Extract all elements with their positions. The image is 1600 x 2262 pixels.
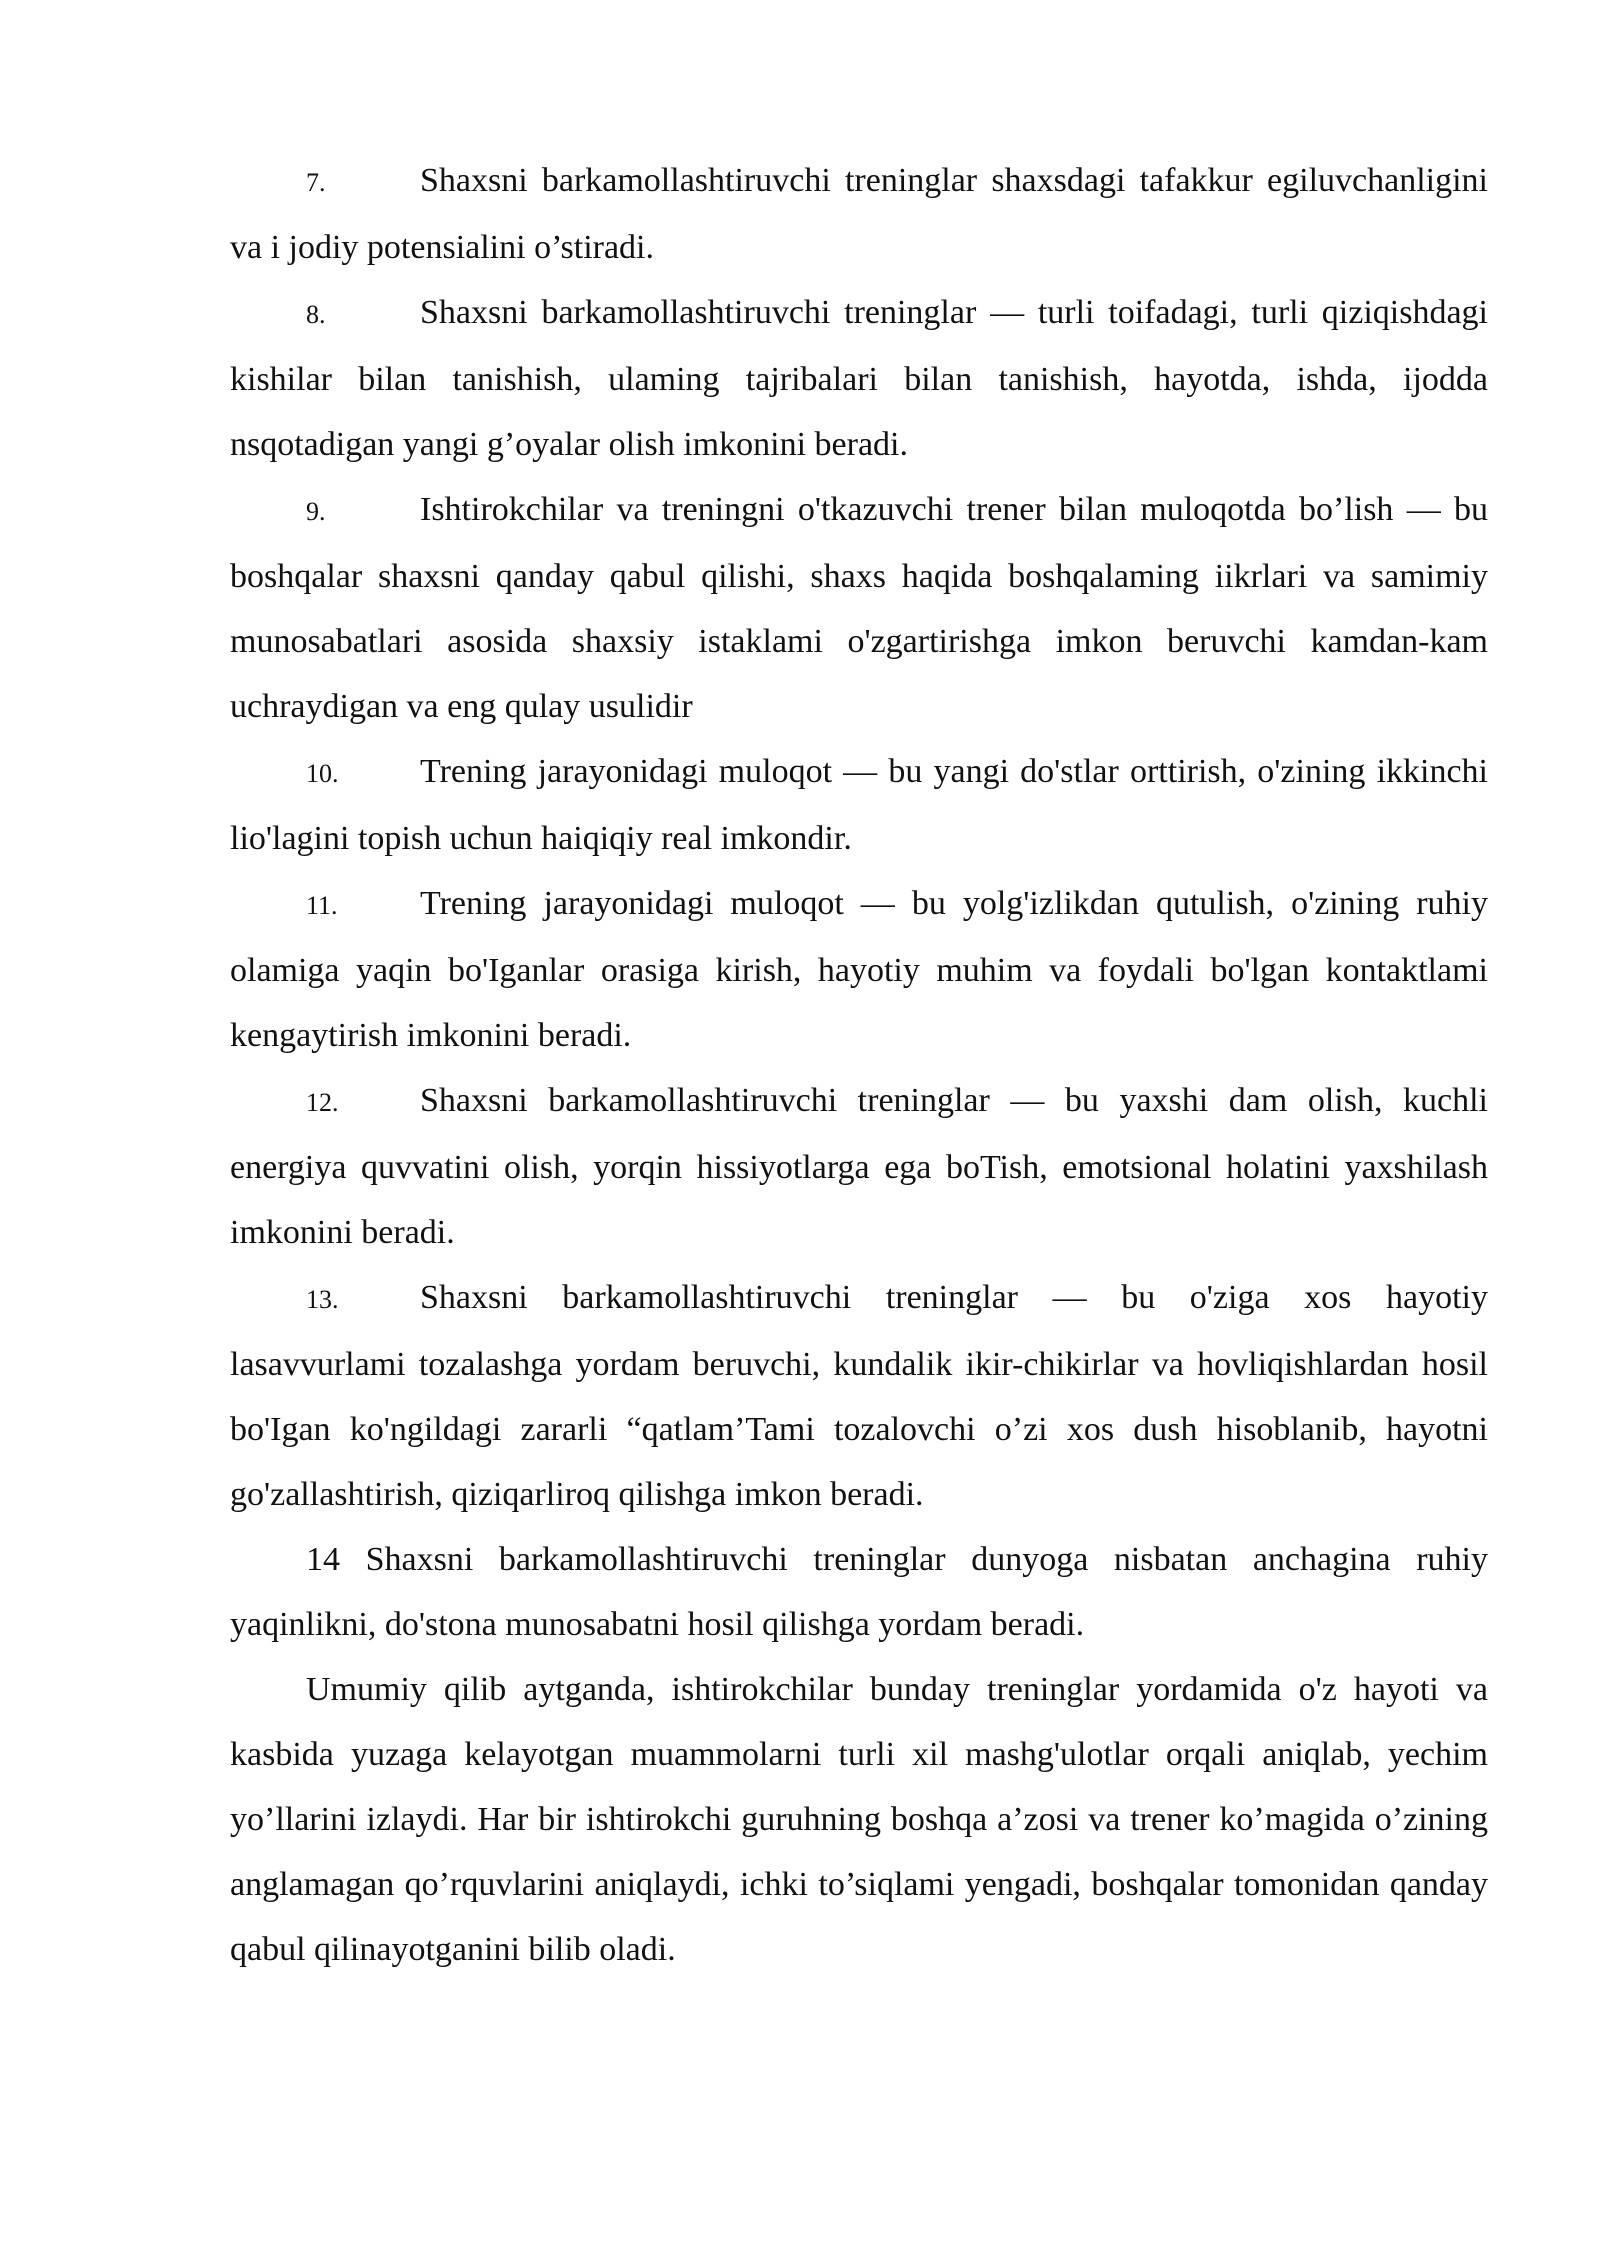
list-item-7	[230, 148, 1488, 280]
item-text: Shaxsni barkamollashtiruvchi treninglar — bu o'ziga xos hayotiy lasavvurlami tozalashga yordam beruvchi, kundalik ikir-chikirlar va hovliqishlardan hosil bo'Igan ko'ngildagi zararli “qatlam’Tami tozalovchi o’zi xos dush hisoblanib, hayotni go'zallashtirish, qiziqarliroq qilishga imkon beradi.	[230, 1279, 1488, 1513]
item-number: 12.	[306, 1088, 339, 1117]
item-text: Trening jarayonidagi muloqot — bu yolg'izlikdan qutulish, o'zining ruhiy olamiga yaqin bo'Iganlar orasiga kirish, hayotiy muhim va foydali bo'lgan kontaktlami kengaytirish imkonini beradi.	[230, 885, 1488, 1054]
item-text: Ishtirokchilar va treningni o'tkazuvchi trener bilan muloqotda bo’lish — bu boshqalar shaxsni qanday qabul qilishi, shaxs haqida boshqalaming iikrlari va samimiy munosabatlari asosida shaxsiy istaklami o'zgartirishga imkon beruvchi kamdan-kam uchraydigan va eng qulay usulidir	[230, 491, 1488, 725]
list-item-10	[230, 739, 1488, 871]
item-text: Shaxsni barkamollashtiruvchi treninglar shaxsdagi tafakkur egiluvchanligini va i jodiy potensialini o’stiradi.	[230, 162, 1488, 266]
list-item-8	[230, 280, 1488, 477]
item-number: 10.	[306, 759, 339, 788]
summary-paragraph: Umumiy qilib aytganda, ishtirokchilar bunday treninglar yordamida o'z hayoti va kasbida yuzaga kelayotgan muammolarni turli xil mashg'ulotlar orqali aniqlab, yechim yo’llarini izlaydi. Har bir ishtirokchi guruhning boshqa a’zosi va trener ko’magida o’zining anglamagan qo’rquvlarini aniqlaydi, ichki to’siqlami yengadi, boshqalar tomonidan qanday qabul qilinayotganini bilib oladi.	[230, 1671, 1488, 1968]
item-text: Trening jarayonidagi muloqot — bu yangi do'stlar orttirish, o'zining ikkinchi lio'lagini topish uchun haiqiqiy real imkondir.	[230, 753, 1488, 857]
item-number: 13.	[306, 1285, 339, 1314]
item-number: 7.	[306, 168, 326, 197]
item-text: Shaxsni barkamollashtiruvchi treninglar — turli toifadagi, turli qiziqishdagi kishilar bilan tanishish, ulaming tajribalari bilan tanishish, hayotda, ishda, ijodda nsqotadigan yangi g’oyalar olish imkonini beradi.	[230, 294, 1488, 463]
item-number: 8.	[306, 300, 326, 329]
list-item-9	[230, 477, 1488, 739]
document-body	[230, 148, 1488, 1982]
list-item-11	[230, 871, 1488, 1068]
item-number: 9.	[306, 497, 326, 526]
list-item-13	[230, 1265, 1488, 1527]
list-item-12	[230, 1068, 1488, 1265]
item-text: Shaxsni barkamollashtiruvchi treninglar — bu yaxshi dam olish, kuchli energiya quvvatini olish, yorqin hissiyotlarga ega boTish, emotsional holatini yaxshilash imkonini beradi.	[230, 1082, 1488, 1251]
paragraph-14: 14 Shaxsni barkamollashtiruvchi treninglar dunyoga nisbatan anchagina ruhiy yaqinlikni, do'stona munosabatni hosil qilishga yordam beradi.	[230, 1541, 1488, 1643]
item-number: 11.	[306, 891, 338, 920]
